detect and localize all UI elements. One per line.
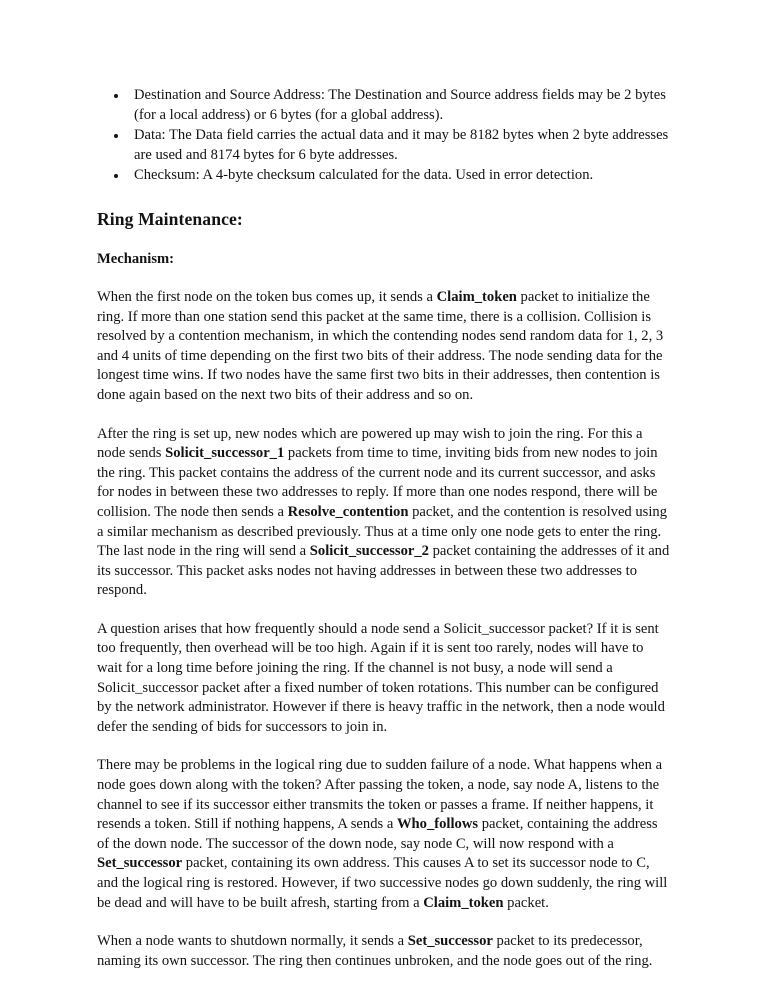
text-run: packet, and the contention is resolved using a similar mechanism as described previously. Thus at a time only one node gets to enter the ring. The last node in the ring will send a	[97, 503, 668, 560]
text-run: After the ring is set up, new nodes which are powered up may wish to join the ring. For this a node sends	[97, 425, 643, 462]
bullet-dot-icon	[114, 174, 118, 178]
text-run: packet containing the addresses of it and its successor. This packet asks nodes not having addresses in between these two addresses to respond.	[97, 543, 670, 599]
list-item	[97, 166, 670, 186]
bold-term: Who_follows	[396, 816, 479, 833]
text-run: packet to its predecessor, naming its own successor. The ring then continues unbroken, and the node goes out of the ring.	[97, 933, 653, 969]
paragraph-node-failure-recovery	[97, 756, 670, 913]
text-run: A question arises that how frequently should a node send a Solicit_successor packet? If it is sent too frequently, then overhead will be too high. Again if it is sent too rarely, nodes will have to wait for a long time before joining the ring. If the channel is not busy, a node will send a Solicit_successor packet after a fixed number of token rotations. This number can be configured by the network administrator. However if there is heavy traffic in the network, then a node would defer the sending of bids for successors to join in.	[97, 620, 665, 735]
paragraph-claim-token-initialization	[97, 288, 670, 406]
text-run: Destination and Source Address: The Destination and Source address fields may be 2 bytes (for a local address) or 6 bytes (for a global address).	[134, 87, 666, 123]
text-run: packet to initialize the ring. If more than one station send this packet at the same time, there is a collision. Collision is resolved by a contention mechanism, in which the contending nodes send random data for 1, 2, 3 and 4 units of time depending on the first two bits of their address. The node sending data for the longest time wins. If two nodes have the same first two bits in their addresses, then contention is done again based on the next two bits of their address and so on.	[97, 288, 664, 403]
text-run: Data: The Data field carries the actual data and it may be 8182 bytes when 2 byte addresses are used and 8174 bytes for 6 byte addresses.	[134, 127, 669, 163]
text-run: packet, containing the address of the down node. The successor of the down node, say node C, will now respond with a	[97, 816, 658, 852]
text-run: When the first node on the token bus comes up, it sends a	[97, 288, 437, 305]
paragraph-solicit-successor-joining	[97, 425, 670, 601]
text-run: Checksum: A 4-byte checksum calculated for the data. Used in error detection.	[134, 167, 594, 184]
sub-heading-mechanism: Mechanism:	[97, 250, 175, 267]
bold-term: Claim_token	[423, 894, 504, 911]
text-run: packet, containing its own address. This causes A to set its successor node to C, and the logical ring is restored. However, if two successive nodes go down suddenly, the ring will be dead and will have to be built afresh, starting from a	[97, 855, 668, 911]
bold-term: Solicit_successor_2	[309, 543, 429, 560]
bold-term: Set_successor	[407, 933, 493, 950]
text-run: There may be problems in the logical ring due to sudden failure of a node. What happens when a node goes down along with the token? After passing the token, a node, say node A, listens to the channel to see if its successor either transmits the token or passes a frame. If neither happens, it resends a token. Still if nothing happens, A sends a	[97, 757, 663, 833]
bullet-dot-icon	[114, 94, 118, 98]
bold-term: Resolve_contention	[287, 503, 409, 520]
bullet-dot-icon	[114, 134, 118, 138]
paragraph-normal-shutdown	[97, 932, 670, 971]
list-item	[97, 86, 670, 125]
text-run: packet.	[503, 894, 549, 911]
paragraph-solicit-successor-frequency	[97, 620, 670, 738]
list-item	[97, 126, 670, 165]
frame-fields-bullet-list	[97, 86, 670, 186]
bold-term: Set_successor	[97, 855, 183, 872]
text-run: When a node wants to shutdown normally, it sends a	[97, 933, 408, 950]
bold-term: Solicit_successor_1	[165, 445, 285, 462]
bold-term: Claim_token	[436, 288, 517, 305]
section-heading-ring-maintenance: Ring Maintenance:	[97, 208, 243, 229]
document-content	[97, 86, 670, 971]
text-run: packets from time to time, inviting bids from new nodes to join the ring. This packet contains the address of the current node and its current successor, and asks for nodes in between these two addresses to reply. If more than one nodes respond, there will be collision. The node then sends a	[97, 445, 658, 520]
body-paragraphs	[97, 288, 670, 971]
